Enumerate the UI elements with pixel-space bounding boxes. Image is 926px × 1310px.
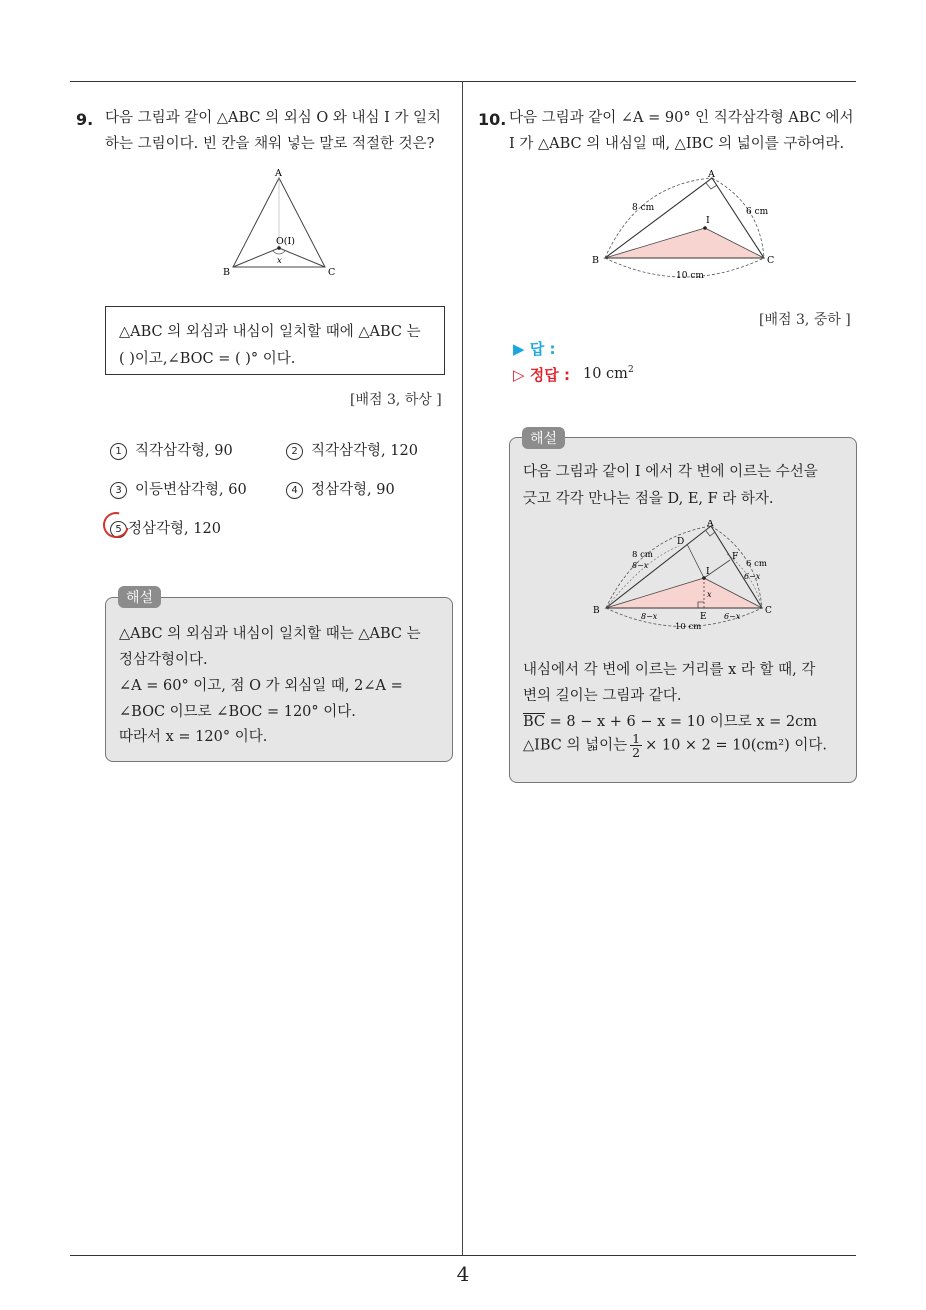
- sfig-label-x: x: [707, 590, 712, 599]
- fig9-label-a: A: [275, 168, 282, 179]
- choice-1-text: 직각삼각형, 90: [135, 443, 233, 459]
- correct-answer-label: ▷ 정답 :: [513, 366, 570, 384]
- question-10-solution-box: [509, 437, 857, 783]
- sfig-label-f: F: [732, 552, 739, 562]
- choice-3-text: 이등변삼각형, 60: [135, 482, 247, 498]
- question-9-number: 9.: [76, 110, 94, 129]
- page-number: 4: [456, 1262, 470, 1286]
- sfig-label-a: A: [707, 520, 714, 529]
- choice-number-4: 4: [286, 482, 303, 499]
- fig10-label-a: A: [708, 169, 715, 180]
- choice-number-2: 2: [286, 443, 303, 460]
- fraction-numerator: 1: [632, 731, 641, 746]
- question-9-text-line2: 하는 그림이다. 빈 칸을 채워 넣는 말로 적절한 것은?: [105, 136, 435, 152]
- question-10-text-line1: 다음 그림과 같이 ∠A = 90° 인 직각삼각형 ABC 에서: [509, 110, 854, 126]
- sfig-label-i: I: [706, 567, 710, 577]
- choice-number-1: 1: [110, 443, 127, 460]
- correct-answer-unit: 10 cm: [583, 365, 628, 382]
- question-10-figure: [588, 166, 788, 284]
- area-prefix: △IBC 의 넓이는: [523, 737, 628, 754]
- fig10-label-ac: 6 cm: [746, 207, 769, 217]
- q10-solution-line5: [523, 710, 817, 731]
- choice-1[interactable]: [110, 439, 233, 460]
- fig9-label-b: B: [223, 267, 230, 278]
- fig10-label-i: I: [706, 215, 710, 226]
- fill-box-line2: ( )이고,∠BOC = ( )° 이다.: [119, 351, 296, 367]
- sfig-label-c: C: [765, 606, 772, 616]
- sfig-label-ac: 6 cm: [746, 559, 767, 569]
- q10-solution-line4: 변의 길이는 그림과 같다.: [523, 688, 682, 704]
- fill-box-line1: △ABC 의 외심과 내심이 일치할 때에 △ABC 는: [119, 324, 421, 340]
- area-equation: × 10 × 2 = 10(cm²) 이다.: [645, 737, 827, 754]
- q10-solution-line6: [523, 732, 827, 759]
- sfig-label-8x-bottom: 8−x: [641, 612, 658, 621]
- fig9-label-x: x: [277, 256, 282, 266]
- answer-label: ▶ 답 :: [513, 340, 556, 358]
- sfig-label-e: E: [700, 612, 707, 622]
- choice-number-5: 5: [110, 521, 127, 538]
- sfig-label-bc: 10 cm: [675, 622, 702, 632]
- q9-solution-line5: 따라서 x = 120° 이다.: [119, 729, 268, 745]
- q10-solution-line1: 다음 그림과 같이 I 에서 각 변에 이르는 수선을: [523, 464, 818, 480]
- q9-solution-line4: ∠BOC 이므로 ∠BOC = 120° 이다.: [119, 704, 356, 720]
- choice-4[interactable]: [286, 478, 395, 499]
- choice-5-text: 정삼각형, 120: [128, 521, 221, 537]
- fig10-label-b: B: [592, 255, 599, 266]
- bc-segment: $\overline{BC}$: [523, 714, 546, 730]
- q10-solution-figure: [589, 520, 789, 632]
- sfig-label-6x-bottom: 6−x: [724, 612, 741, 621]
- q10-solution-tag: 해설: [522, 427, 565, 449]
- choice-2[interactable]: [286, 439, 418, 460]
- choice-number-3: 3: [110, 482, 127, 499]
- sfig-label-8x-top: 8−x: [632, 561, 649, 570]
- half-fraction: [630, 732, 642, 759]
- choice-3[interactable]: [110, 478, 247, 499]
- choice-2-text: 직각삼각형, 120: [311, 443, 418, 459]
- fraction-denominator: 2: [632, 745, 641, 761]
- question-9-text-line1: 다음 그림과 같이 △ABC 의 외심 O 와 내심 I 가 일치: [105, 110, 442, 126]
- correct-answer-value: [583, 366, 634, 381]
- sfig-label-6x-side: 6−x: [744, 572, 761, 581]
- choice-4-text: 정삼각형, 90: [311, 482, 395, 498]
- correct-answer-exponent: 2: [627, 365, 634, 375]
- column-divider: [462, 81, 463, 1255]
- q9-solution-line2: 정삼각형이다.: [119, 652, 208, 668]
- question-10-score: [배점 3, 중하 ]: [759, 312, 851, 328]
- sfig-label-d: D: [677, 537, 685, 547]
- question-10-text-line2: I 가 △ABC 의 내심일 때, △IBC 의 넓이를 구하여라.: [509, 136, 845, 152]
- bc-equation: = 8 − x + 6 − x = 10 이므로 x = 2cm: [545, 714, 818, 730]
- fig10-label-ab: 8 cm: [632, 203, 655, 213]
- q10-solution-line3: 내심에서 각 변에 이르는 거리를 x 라 할 때, 각: [523, 662, 816, 678]
- bottom-rule: [70, 1255, 856, 1256]
- fig10-label-c: C: [767, 255, 775, 266]
- question-9-fill-box: [105, 306, 445, 375]
- fig9-label-c: C: [328, 267, 336, 278]
- q9-solution-line3: ∠A = 60° 이고, 점 O 가 외심일 때, 2∠A =: [119, 678, 403, 694]
- fig9-label-o: O(I): [276, 236, 295, 247]
- sfig-label-b: B: [593, 606, 600, 616]
- q10-solution-line2: 긋고 각각 만나는 점을 D, E, F 라 하자.: [523, 491, 774, 507]
- question-9-solution-box: [105, 597, 453, 762]
- q9-solution-tag: 해설: [118, 586, 161, 608]
- sfig-label-ab: 8 cm: [632, 550, 653, 560]
- q9-solution-line1: △ABC 의 외심과 내심이 일치할 때는 △ABC 는: [119, 626, 421, 642]
- question-10-number: 10.: [478, 110, 507, 129]
- question-9-score: [배점 3, 하상 ]: [350, 392, 442, 408]
- fig10-label-bc: 10 cm: [676, 271, 704, 281]
- top-rule: [70, 81, 856, 82]
- question-9-figure: [215, 162, 345, 280]
